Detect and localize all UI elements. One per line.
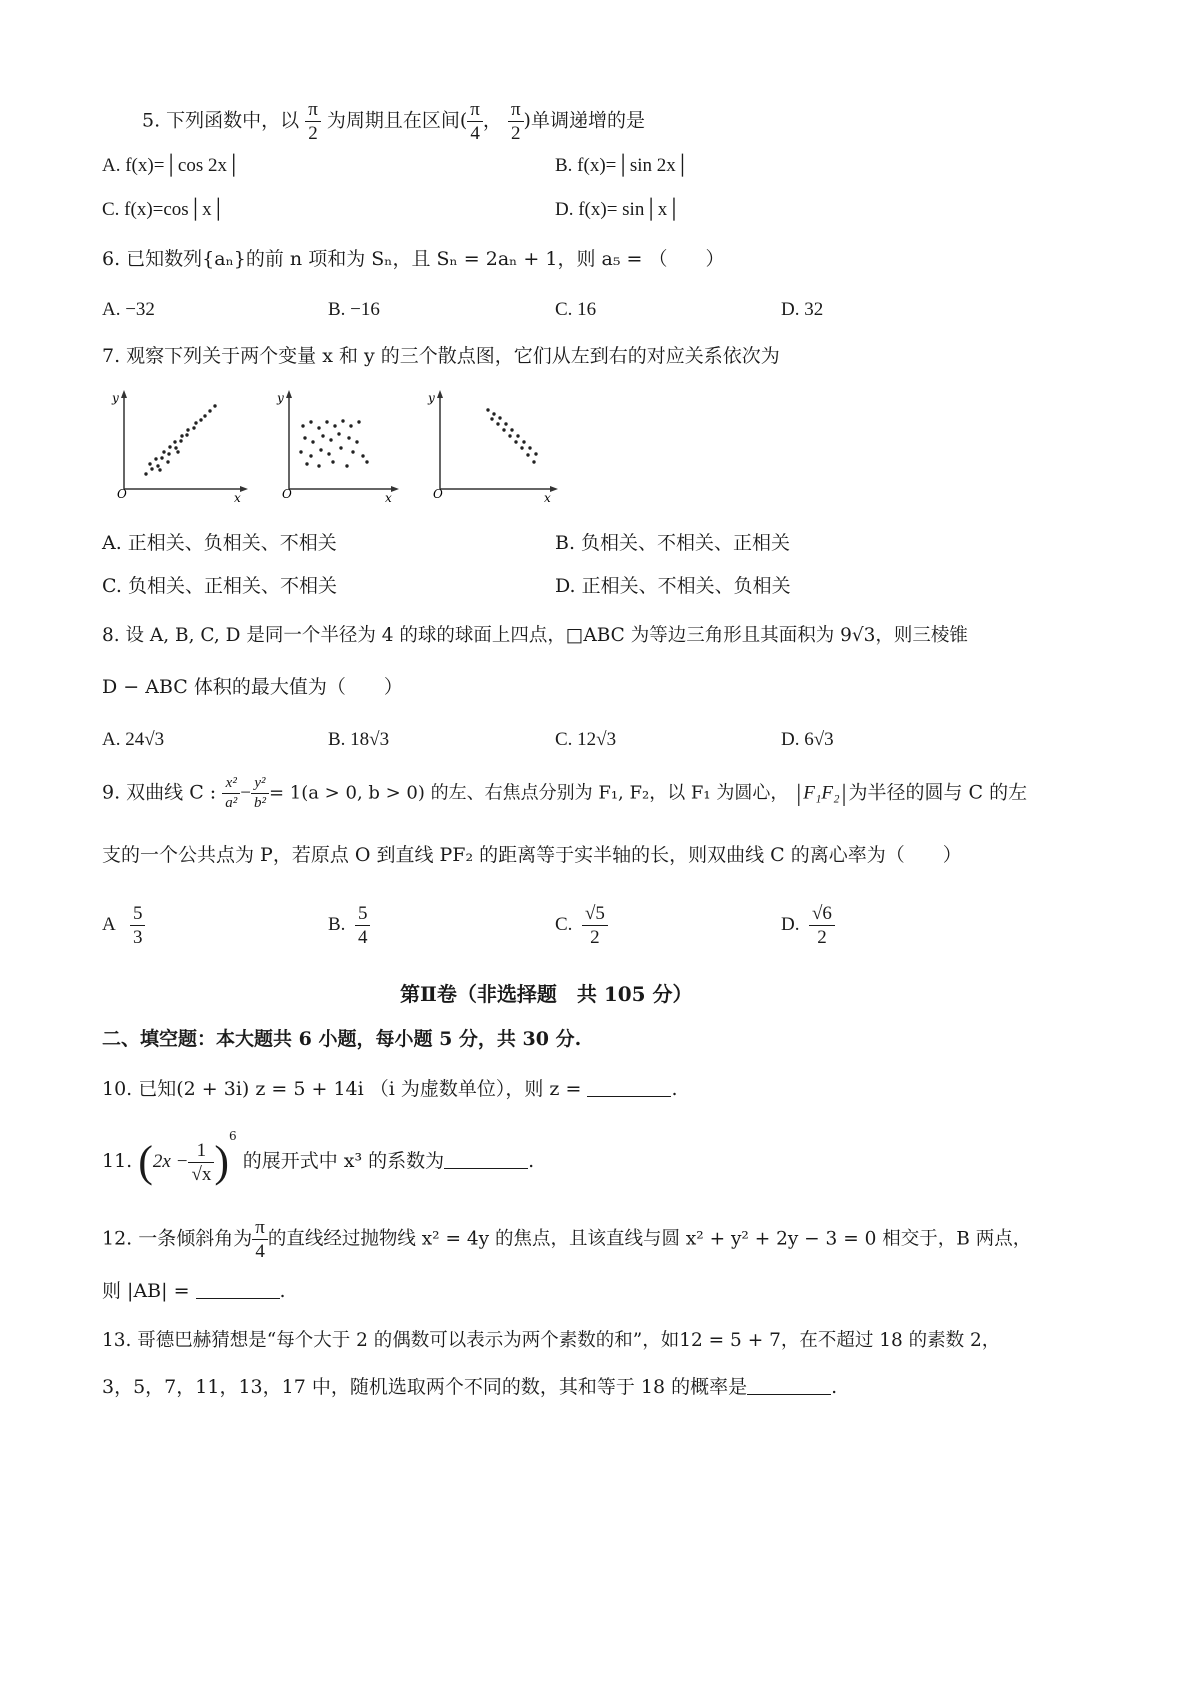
q6-option-a: A. −32 (102, 299, 155, 320)
section2-heading: 二、填空题：本大题共 6 小题，每小题 5 分，共 30 分. (102, 1028, 582, 1050)
q5-option-b: B. f(x)=│sin 2x│ (555, 155, 690, 176)
q8-option-c: C. 12√3 (555, 729, 617, 750)
scatter-plot-1 (111, 390, 248, 505)
q8-option-d: D. 6√3 (781, 729, 834, 750)
q8-option-a: A. 24√3 (102, 729, 165, 750)
q9-stem-line1: 9. 双曲线 C : $\frac{\text{x²}}{\text{a²}}$ − $\frac{\text{y²}}{\text{b²}}$ = 1(a > 0, b > 0) 的左、右焦点分别为 F₁, F₂，以 F₁ 为圆心， | F₁F₂| 为半径的圆与 C 的左 (102, 775, 1028, 811)
q9-frac-x: $\frac{\text{x²}}{\text{a²}}$ (222, 776, 240, 811)
q5-frac-pi-2b: $\frac{\pi}{2}$ (508, 100, 524, 143)
q8-stem-line2: D − ABC 体积的最大值为（ ） (102, 676, 403, 698)
q7-option-c: C. 负相关、正相关、不相关 (102, 575, 337, 597)
q8-option-b: B. 18√3 (328, 729, 390, 750)
q9-option-b: B. $\frac{5}{4}$ (328, 904, 370, 947)
q6-option-c: C. 16 (555, 299, 597, 320)
q5-option-a: A. f(x)=│cos 2x│ (102, 155, 241, 176)
q13-stem-line2: 3，5，7，11，13，17 中，随机选取两个不同的数，其和等于 18 的概率是 . (102, 1376, 838, 1398)
q5-stem: 5. 下列函数中，以 $\frac{\pi}{2}$ 为周期且在区间( $\frac{\pi}{4}$ ， $\frac{\pi}{2}$ )单调递增的是 (142, 99, 645, 144)
q6-option-d: D. 32 (781, 299, 824, 320)
q6-stem: 6. 已知数列{aₙ}的前 n 项和为 Sₙ，且 Sₙ = 2aₙ + 1，则 a₅ = （ ） (102, 248, 725, 270)
q5-frac-pi-4: $\frac{\pi}{4}$ (467, 100, 483, 143)
q7-stem: 7. 观察下列关于两个变量 x 和 y 的三个散点图，它们从左到右的对应关系依次为 (102, 345, 780, 367)
q12-answer-blank[interactable] (196, 1282, 280, 1299)
scatter-plot-2 (276, 390, 399, 505)
origin-label: O (433, 487, 443, 501)
q11-stem: 11. (2x − $\frac{1}{√x}$ )$^6$ 的展开式中 x³ 的系数为 . (102, 1128, 535, 1186)
q12-stem-line2: 则 |AB| = . (102, 1280, 286, 1302)
part2-title: 第Ⅱ卷（非选择题 共 105 分） (400, 982, 693, 1006)
q9-frac-y: $\frac{\text{y²}}{\text{b²}}$ (251, 776, 269, 811)
q11-answer-blank[interactable] (444, 1152, 528, 1169)
q8-stem-line1: 8. 设 A, B, C, D 是同一个半径为 4 的球的球面上四点，□ABC 为等边三角形且其面积为 9√3，则三棱锥 (102, 625, 968, 646)
q13-answer-blank[interactable] (747, 1378, 831, 1395)
axis-y-label: y (112, 391, 119, 405)
q5-option-c: C. f(x)=cos│x│ (102, 199, 226, 220)
axis-x-label: x (234, 491, 241, 505)
q13-stem-line1: 13. 哥德巴赫猜想是“每个大于 2 的偶数可以表示为两个素数的和”，如12 = 5 + 7，在不超过 18 的素数 2， (102, 1330, 1001, 1351)
q5-frac-pi-2: $\frac{\pi}{2}$ (305, 100, 321, 143)
q9-option-a: A $\frac{5}{3}$ (102, 904, 145, 947)
axis-x-label: x (544, 491, 551, 505)
scatter-plot-3 (427, 390, 558, 505)
origin-label: O (282, 487, 292, 501)
q7-option-b: B. 负相关、不相关、正相关 (555, 532, 791, 554)
q7-option-a: A. 正相关、负相关、不相关 (102, 532, 337, 554)
q12-stem-line1: 12. 一条倾斜角为 $\frac{\pi}{4}$ 的直线经过抛物线 x² = 4y 的焦点，且该直线与圆 x² + y² + 2y − 3 = 0 相交于，B 两点， (102, 1217, 1032, 1262)
q7-scatter-plots (102, 386, 562, 506)
q10-stem: 10. 已知(2 + 3i) z = 5 + 14i （i 为虚数单位），则 z = . (102, 1078, 678, 1100)
q12-frac-pi-4: $\frac{\pi}{4}$ (252, 1218, 268, 1261)
q7-option-d: D. 正相关、不相关、负相关 (555, 575, 791, 597)
origin-label: O (117, 487, 127, 501)
q9-stem-line2: 支的一个公共点为 P，若原点 O 到直线 PF₂ 的距离等于实半轴的长，则双曲线 C 的离心率为（ ） (102, 844, 962, 866)
q9-option-d: D. $\frac{√6}{2}$ (781, 904, 835, 947)
axis-x-label: x (385, 491, 392, 505)
q10-answer-blank[interactable] (587, 1080, 671, 1097)
q6-option-b: B. −16 (328, 299, 380, 320)
q9-option-c: C. $\frac{√5}{2}$ (555, 904, 608, 947)
q5-option-d: D. f(x)= sin│x│ (555, 199, 681, 220)
axis-y-label: y (428, 391, 435, 405)
axis-y-label: y (277, 391, 284, 405)
